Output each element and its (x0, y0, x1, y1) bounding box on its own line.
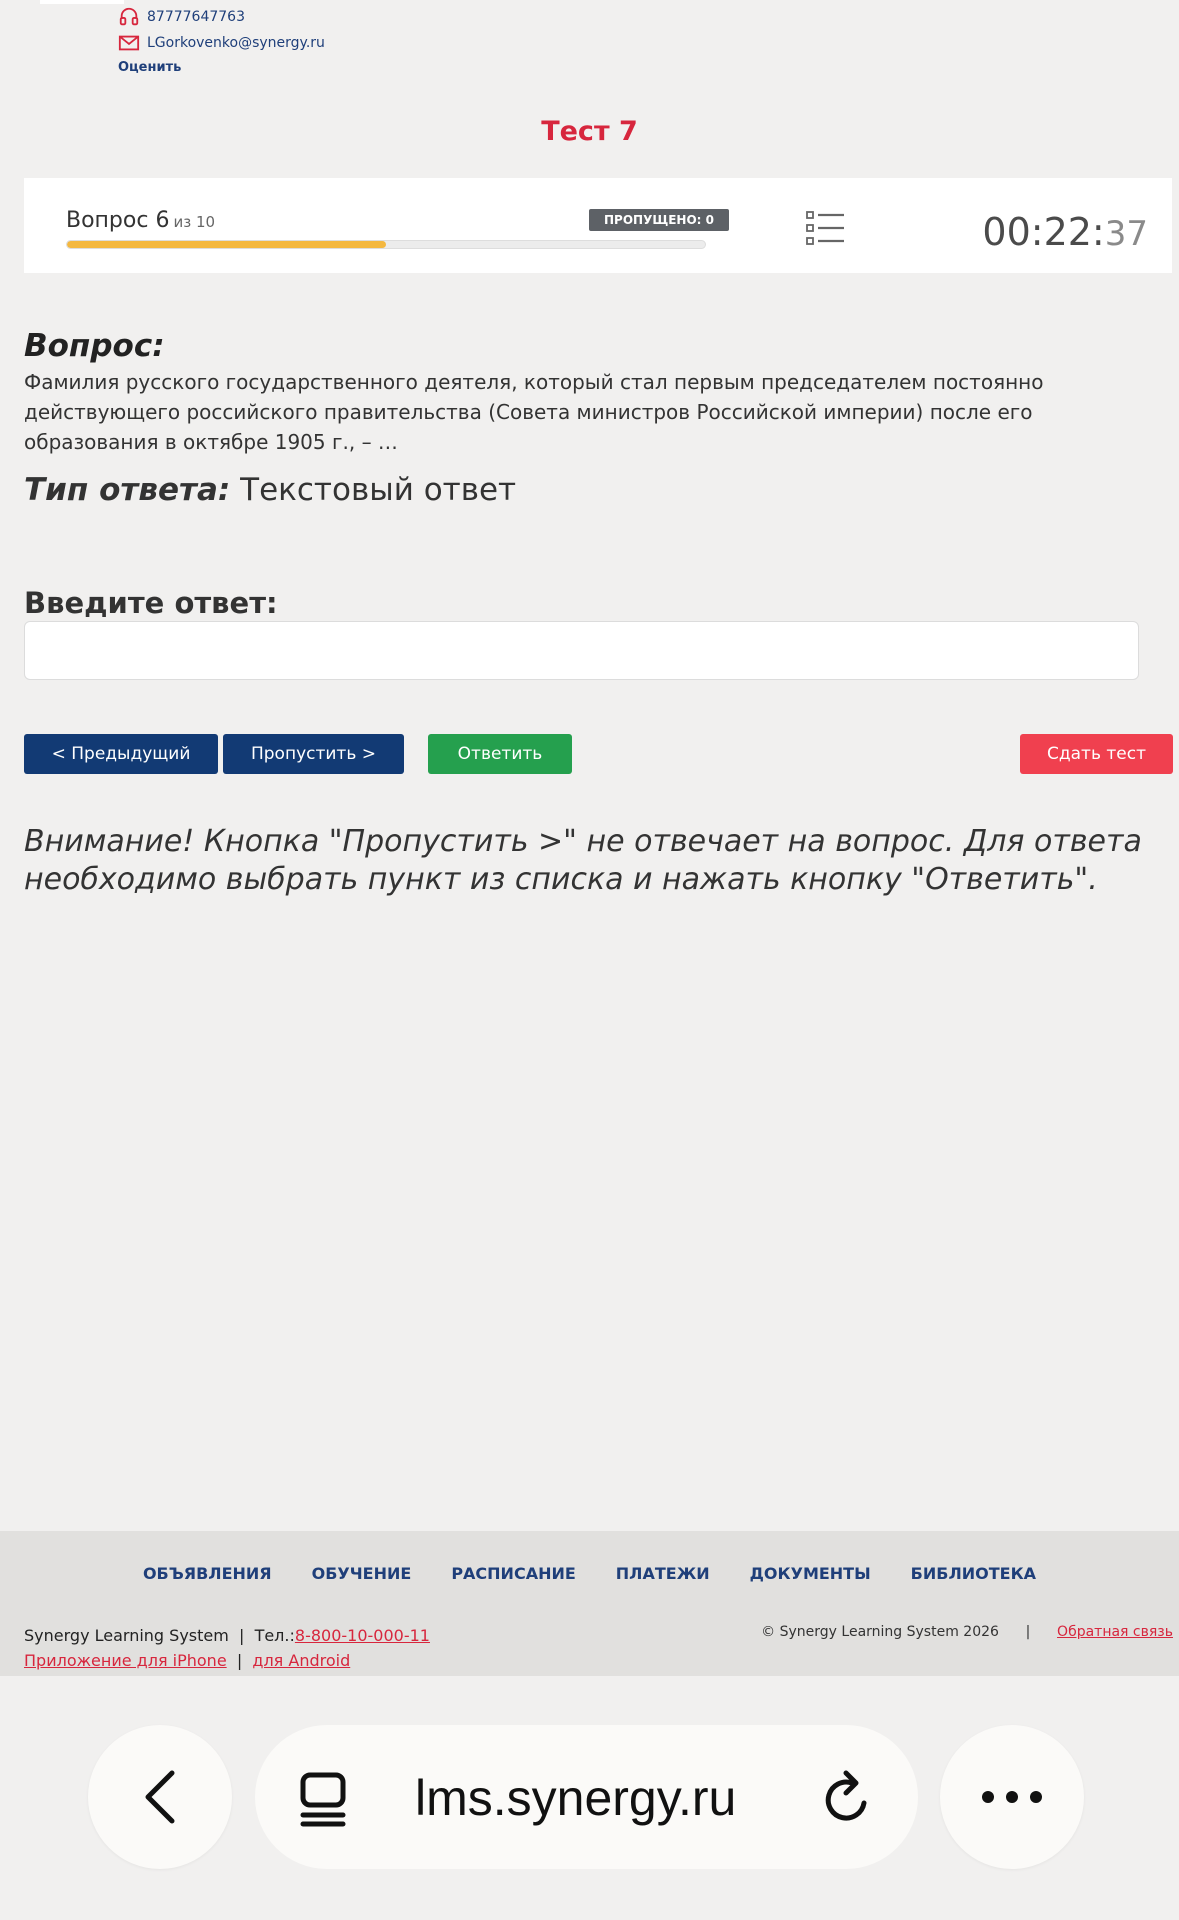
submit-test-button[interactable]: Сдать тест (1020, 734, 1173, 774)
footer-brand-line (24, 1623, 430, 1648)
email-address[interactable]: LGorkovenko@synergy.ru (147, 35, 325, 51)
footer-link-learning[interactable]: ОБУЧЕНИЕ (311, 1564, 412, 1583)
footer-link-schedule[interactable]: РАСПИСАНИЕ (451, 1564, 576, 1583)
iphone-app-link[interactable]: Приложение для iPhone (24, 1651, 227, 1670)
answer-button[interactable]: Ответить (428, 734, 572, 774)
browser-more-button[interactable] (940, 1725, 1084, 1869)
question-heading: Вопрос: (24, 328, 165, 364)
address-bar[interactable] (255, 1725, 918, 1869)
chevron-left-icon (140, 1767, 180, 1827)
answer-type-label: Тип ответа: (24, 472, 231, 508)
email-row[interactable] (118, 30, 325, 56)
footer-link-documents[interactable]: ДОКУМЕНТЫ (749, 1564, 871, 1583)
android-app-link[interactable]: для Android (252, 1651, 351, 1670)
header-stub (40, 0, 124, 4)
footer-tel-label: Тел.: (254, 1626, 295, 1645)
answer-type-value: Текстовый ответ (240, 472, 517, 508)
question-list-icon[interactable] (806, 210, 846, 246)
skip-button[interactable]: Пропустить > (223, 734, 404, 774)
timer-seconds: 37 (1104, 214, 1148, 254)
footer-link-library[interactable]: БИБЛИОТЕКА (910, 1564, 1037, 1583)
contact-block (118, 4, 325, 75)
phone-row[interactable] (118, 4, 325, 30)
phone-number[interactable]: 87777647763 (147, 9, 245, 25)
rate-link[interactable]: Оценить (118, 60, 182, 75)
footer-link-payments[interactable]: ПЛАТЕЖИ (615, 1564, 710, 1583)
url-text: lms.synergy.ru (415, 1770, 737, 1826)
question-number: Вопрос 6 (66, 208, 170, 233)
progress-fill (67, 241, 386, 248)
progress-card (24, 178, 1172, 273)
footer-copyright-block (761, 1624, 1173, 1640)
footer-separator-2: | (236, 1651, 243, 1670)
footer-link-announcements[interactable]: ОБЪЯВЛЕНИЯ (142, 1564, 272, 1583)
timer-main: 00:22: (982, 210, 1105, 254)
footer-phone-link[interactable]: 8-800-10-000-11 (294, 1626, 430, 1645)
footer-separator-3: | (1025, 1624, 1031, 1640)
copyright: © Synergy Learning System 2026 (761, 1624, 999, 1640)
previous-button[interactable]: < Предыдущий (24, 734, 218, 774)
test-title: Тест 7 (541, 116, 638, 147)
answer-type (24, 472, 516, 508)
footer-separator: | (239, 1626, 245, 1645)
headset-icon (118, 6, 140, 28)
timer (982, 210, 1148, 254)
question-total: из 10 (173, 213, 216, 231)
footer-nav (0, 1564, 1179, 1583)
reader-mode-icon[interactable] (297, 1771, 349, 1827)
skip-notice: Внимание! Кнопка "Пропустить >" не отвечает на вопрос. Для ответа необходимо выбрать пункт из списка и нажать кнопку "Ответить". (24, 824, 1142, 897)
footer (0, 1531, 1179, 1676)
skipped-badge: ПРОПУЩЕНО: 0 (589, 209, 729, 231)
footer-apps-line (24, 1648, 430, 1673)
reload-icon[interactable] (820, 1769, 876, 1829)
enter-answer-label: Введите ответ: (24, 586, 278, 620)
progress-bar (66, 240, 706, 249)
feedback-link[interactable]: Обратная связь (1057, 1624, 1173, 1640)
question-counter (66, 208, 215, 233)
footer-brand: Synergy Learning System (24, 1626, 229, 1645)
answer-input[interactable] (24, 621, 1139, 680)
mail-icon (118, 32, 140, 54)
browser-back-button[interactable] (88, 1725, 232, 1869)
more-dots-icon (980, 1787, 1044, 1807)
question-text: Фамилия русского государственного деятеля, который стал первым председателем постоянно действующего российского правительства (Совета министров Российской империи) после его образования в октябре 1905 г., – … (24, 370, 1044, 454)
footer-info (24, 1623, 430, 1673)
